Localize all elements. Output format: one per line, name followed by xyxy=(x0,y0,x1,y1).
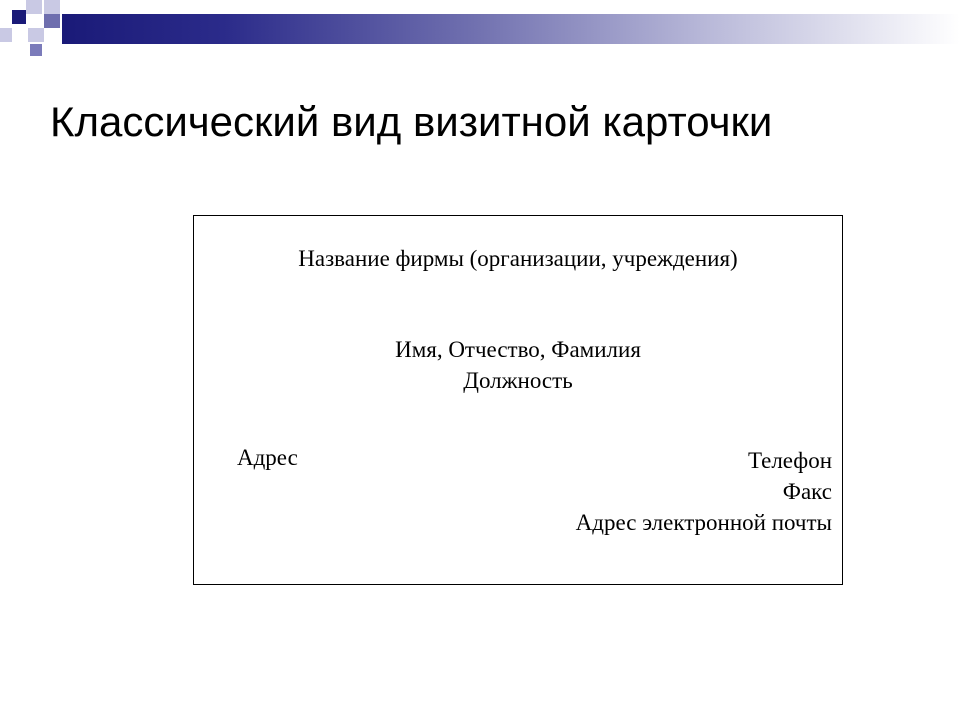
decor-square xyxy=(28,28,44,42)
phone-label: Телефон xyxy=(747,448,832,473)
decor-square xyxy=(26,0,42,14)
slide-title: Классический вид визитной карточки xyxy=(50,98,773,145)
business-card xyxy=(193,215,843,585)
decor-square xyxy=(12,10,26,24)
contact-block xyxy=(576,445,832,538)
decor-square xyxy=(30,44,42,56)
job-position: Должность xyxy=(463,368,573,393)
header-band xyxy=(62,14,960,44)
address-label: Адрес xyxy=(237,445,298,470)
person-name: Имя, Отчество, Фамилия xyxy=(395,337,641,362)
decor-square xyxy=(44,0,60,14)
fax-label: Факс xyxy=(782,479,832,504)
decor-square xyxy=(0,28,12,42)
company-name: Название фирмы (организации, учреждения) xyxy=(298,246,738,271)
email-label: Адрес электронной почты xyxy=(575,510,832,535)
decor-square xyxy=(44,14,60,28)
